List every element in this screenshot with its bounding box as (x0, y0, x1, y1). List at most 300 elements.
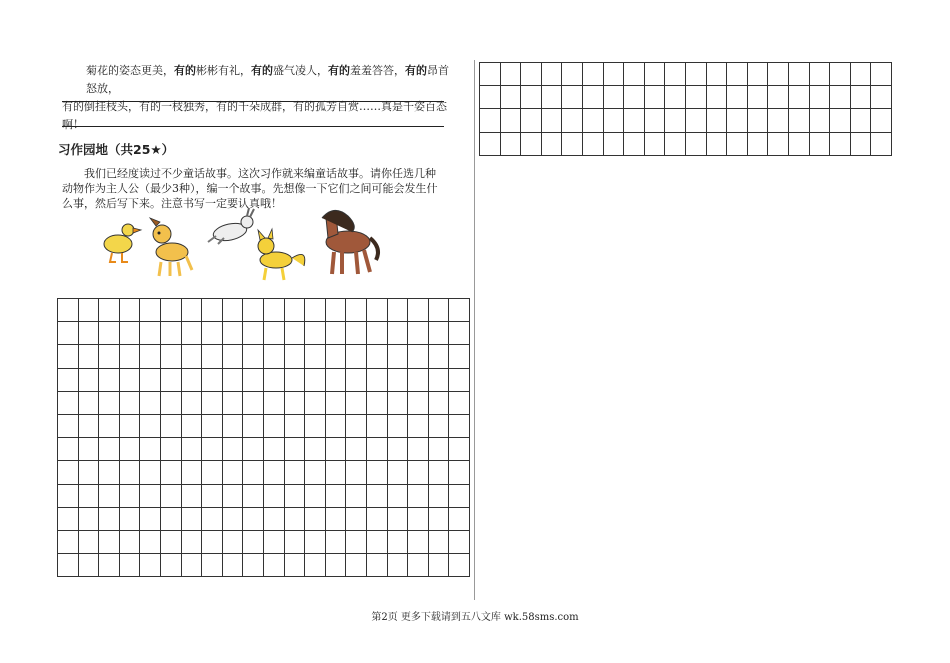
writing-grid-cell[interactable] (140, 415, 161, 438)
writing-grid-cell[interactable] (408, 299, 429, 322)
writing-grid-cell[interactable] (624, 109, 645, 132)
writing-grid-cell[interactable] (223, 392, 244, 415)
writing-grid-cell[interactable] (346, 415, 367, 438)
writing-grid-cell[interactable] (449, 554, 470, 577)
writing-grid-cell[interactable] (851, 63, 872, 86)
writing-grid-cell[interactable] (789, 63, 810, 86)
writing-grid-cell[interactable] (79, 345, 100, 368)
writing-grid-cell[interactable] (521, 109, 542, 132)
writing-grid-cell[interactable] (243, 369, 264, 392)
writing-grid-cell[interactable] (624, 63, 645, 86)
writing-grid-cell[interactable] (182, 461, 203, 484)
writing-grid-cell[interactable] (326, 508, 347, 531)
writing-grid-cell[interactable] (429, 531, 450, 554)
writing-grid-cell[interactable] (264, 415, 285, 438)
writing-grid-cell[interactable] (182, 485, 203, 508)
writing-grid-cell[interactable] (120, 345, 141, 368)
writing-grid-cell[interactable] (326, 438, 347, 461)
writing-grid-cell[interactable] (285, 508, 306, 531)
writing-grid-cell[interactable] (120, 299, 141, 322)
writing-grid-cell[interactable] (223, 554, 244, 577)
writing-grid-cell[interactable] (367, 438, 388, 461)
writing-grid-cell[interactable] (768, 109, 789, 132)
writing-grid-cell[interactable] (305, 508, 326, 531)
writing-grid-cell[interactable] (99, 299, 120, 322)
writing-grid-cell[interactable] (449, 531, 470, 554)
writing-grid-cell[interactable] (624, 133, 645, 156)
writing-grid-cell[interactable] (346, 369, 367, 392)
writing-grid-cell[interactable] (79, 299, 100, 322)
writing-grid-cell[interactable] (326, 415, 347, 438)
writing-grid-cell[interactable] (223, 345, 244, 368)
writing-grid-cell[interactable] (449, 392, 470, 415)
writing-grid-cell[interactable] (161, 438, 182, 461)
writing-grid-cell[interactable] (58, 438, 79, 461)
writing-grid-cell[interactable] (665, 133, 686, 156)
writing-grid-cell[interactable] (408, 531, 429, 554)
writing-grid-cell[interactable] (388, 508, 409, 531)
writing-grid-cell[interactable] (140, 322, 161, 345)
writing-grid-cell[interactable] (140, 299, 161, 322)
writing-grid-cell[interactable] (140, 485, 161, 508)
writing-grid-cell[interactable] (161, 369, 182, 392)
writing-grid-cell[interactable] (583, 109, 604, 132)
writing-grid-cell[interactable] (388, 322, 409, 345)
writing-grid-cell[interactable] (326, 345, 347, 368)
answer-line-2[interactable] (62, 126, 444, 127)
writing-grid-cell[interactable] (810, 86, 831, 109)
writing-grid-cell[interactable] (562, 86, 583, 109)
writing-grid-cell[interactable] (604, 63, 625, 86)
writing-grid-cell[interactable] (99, 485, 120, 508)
writing-grid-cell[interactable] (223, 322, 244, 345)
writing-grid-cell[interactable] (99, 415, 120, 438)
writing-grid-cell[interactable] (305, 392, 326, 415)
writing-grid-cell[interactable] (120, 485, 141, 508)
writing-grid-cell[interactable] (120, 322, 141, 345)
writing-grid-cell[interactable] (810, 109, 831, 132)
writing-grid-cell[interactable] (748, 86, 769, 109)
writing-grid-cell[interactable] (408, 415, 429, 438)
writing-grid-cell[interactable] (223, 299, 244, 322)
writing-grid-cell[interactable] (367, 531, 388, 554)
writing-grid-cell[interactable] (449, 369, 470, 392)
writing-grid-cell[interactable] (305, 299, 326, 322)
writing-grid-cell[interactable] (408, 485, 429, 508)
writing-grid-cell[interactable] (223, 461, 244, 484)
writing-grid-cell[interactable] (305, 415, 326, 438)
writing-grid-cell[interactable] (367, 322, 388, 345)
writing-grid-cell[interactable] (58, 369, 79, 392)
writing-grid-cell[interactable] (583, 63, 604, 86)
writing-grid-cell[interactable] (346, 322, 367, 345)
writing-grid-cell[interactable] (243, 531, 264, 554)
writing-grid-cell[interactable] (449, 345, 470, 368)
writing-grid-cell[interactable] (182, 415, 203, 438)
writing-grid-cell[interactable] (830, 133, 851, 156)
writing-grid-cell[interactable] (99, 531, 120, 554)
writing-grid-cell[interactable] (264, 322, 285, 345)
writing-grid-cell[interactable] (264, 531, 285, 554)
writing-grid-cell[interactable] (285, 554, 306, 577)
writing-grid-cell[interactable] (851, 109, 872, 132)
writing-grid-cell[interactable] (264, 392, 285, 415)
writing-grid-cell[interactable] (243, 485, 264, 508)
writing-grid-cell[interactable] (429, 554, 450, 577)
writing-grid-cell[interactable] (604, 109, 625, 132)
writing-grid-cell[interactable] (202, 508, 223, 531)
writing-grid-cell[interactable] (285, 485, 306, 508)
writing-grid-cell[interactable] (58, 461, 79, 484)
writing-grid-cell[interactable] (346, 461, 367, 484)
writing-grid-cell[interactable] (727, 133, 748, 156)
writing-grid-cell[interactable] (161, 345, 182, 368)
writing-grid-cell[interactable] (388, 299, 409, 322)
writing-grid-cell[interactable] (449, 485, 470, 508)
writing-grid-cell[interactable] (480, 109, 501, 132)
writing-grid-cell[interactable] (202, 369, 223, 392)
writing-grid-cell[interactable] (202, 531, 223, 554)
writing-grid-cell[interactable] (305, 345, 326, 368)
writing-grid-cell[interactable] (686, 133, 707, 156)
writing-grid-cell[interactable] (346, 508, 367, 531)
writing-grid-cell[interactable] (429, 369, 450, 392)
writing-grid-cell[interactable] (562, 109, 583, 132)
writing-grid-cell[interactable] (120, 415, 141, 438)
writing-grid-cell[interactable] (326, 531, 347, 554)
writing-grid-cell[interactable] (223, 508, 244, 531)
writing-grid-cell[interactable] (285, 299, 306, 322)
writing-grid-cell[interactable] (79, 508, 100, 531)
writing-grid-cell[interactable] (305, 322, 326, 345)
writing-grid-cell[interactable] (140, 554, 161, 577)
writing-grid-cell[interactable] (182, 438, 203, 461)
writing-grid-cell[interactable] (830, 109, 851, 132)
writing-grid-cell[interactable] (429, 485, 450, 508)
writing-grid-cell[interactable] (202, 415, 223, 438)
writing-grid-cell[interactable] (871, 86, 892, 109)
writing-grid-cell[interactable] (264, 508, 285, 531)
writing-grid-cell[interactable] (604, 86, 625, 109)
writing-grid-left[interactable] (57, 298, 470, 577)
writing-grid-cell[interactable] (140, 369, 161, 392)
writing-grid-cell[interactable] (388, 369, 409, 392)
writing-grid-cell[interactable] (285, 369, 306, 392)
writing-grid-cell[interactable] (429, 392, 450, 415)
writing-grid-cell[interactable] (604, 133, 625, 156)
writing-grid-cell[interactable] (367, 392, 388, 415)
writing-grid-cell[interactable] (480, 86, 501, 109)
writing-grid-cell[interactable] (120, 508, 141, 531)
writing-grid-cell[interactable] (243, 299, 264, 322)
writing-grid-cell[interactable] (768, 86, 789, 109)
writing-grid-cell[interactable] (665, 63, 686, 86)
writing-grid-cell[interactable] (501, 86, 522, 109)
writing-grid-cell[interactable] (264, 345, 285, 368)
writing-grid-cell[interactable] (789, 133, 810, 156)
writing-grid-cell[interactable] (202, 438, 223, 461)
writing-grid-cell[interactable] (748, 109, 769, 132)
writing-grid-cell[interactable] (624, 86, 645, 109)
writing-grid-cell[interactable] (223, 531, 244, 554)
writing-grid-cell[interactable] (140, 345, 161, 368)
writing-grid-cell[interactable] (120, 461, 141, 484)
writing-grid-cell[interactable] (707, 86, 728, 109)
writing-grid-cell[interactable] (285, 531, 306, 554)
writing-grid-cell[interactable] (367, 369, 388, 392)
writing-grid-cell[interactable] (223, 415, 244, 438)
writing-grid-cell[interactable] (79, 392, 100, 415)
writing-grid-cell[interactable] (99, 438, 120, 461)
writing-grid-cell[interactable] (202, 485, 223, 508)
writing-grid-cell[interactable] (285, 415, 306, 438)
writing-grid-cell[interactable] (408, 461, 429, 484)
writing-grid-cell[interactable] (346, 531, 367, 554)
writing-grid-cell[interactable] (326, 554, 347, 577)
writing-grid-cell[interactable] (645, 86, 666, 109)
writing-grid-cell[interactable] (346, 392, 367, 415)
writing-grid-cell[interactable] (243, 508, 264, 531)
writing-grid-cell[interactable] (140, 438, 161, 461)
writing-grid-cell[interactable] (830, 63, 851, 86)
writing-grid-cell[interactable] (161, 554, 182, 577)
writing-grid-cell[interactable] (521, 63, 542, 86)
writing-grid-cell[interactable] (58, 345, 79, 368)
writing-grid-cell[interactable] (562, 63, 583, 86)
writing-grid-cell[interactable] (748, 133, 769, 156)
writing-grid-cell[interactable] (408, 438, 429, 461)
writing-grid-cell[interactable] (367, 461, 388, 484)
writing-grid-cell[interactable] (665, 86, 686, 109)
writing-grid-cell[interactable] (367, 345, 388, 368)
writing-grid-cell[interactable] (305, 554, 326, 577)
writing-grid-cell[interactable] (305, 369, 326, 392)
writing-grid-cell[interactable] (388, 461, 409, 484)
writing-grid-cell[interactable] (161, 415, 182, 438)
writing-grid-cell[interactable] (388, 415, 409, 438)
writing-grid-cell[interactable] (243, 392, 264, 415)
writing-grid-cell[interactable] (223, 485, 244, 508)
writing-grid-cell[interactable] (645, 133, 666, 156)
writing-grid-cell[interactable] (120, 531, 141, 554)
writing-grid-cell[interactable] (161, 461, 182, 484)
writing-grid-cell[interactable] (501, 109, 522, 132)
writing-grid-cell[interactable] (346, 299, 367, 322)
writing-grid-cell[interactable] (120, 438, 141, 461)
writing-grid-cell[interactable] (727, 109, 748, 132)
writing-grid-cell[interactable] (326, 392, 347, 415)
writing-grid-cell[interactable] (542, 63, 563, 86)
writing-grid-cell[interactable] (285, 438, 306, 461)
writing-grid-cell[interactable] (686, 63, 707, 86)
writing-grid-cell[interactable] (58, 322, 79, 345)
writing-grid-cell[interactable] (285, 392, 306, 415)
answer-line-1[interactable] (62, 101, 444, 102)
writing-grid-cell[interactable] (223, 369, 244, 392)
writing-grid-cell[interactable] (789, 109, 810, 132)
writing-grid-cell[interactable] (79, 369, 100, 392)
writing-grid-cell[interactable] (182, 322, 203, 345)
writing-grid-cell[interactable] (305, 438, 326, 461)
writing-grid-cell[interactable] (388, 554, 409, 577)
writing-grid-cell[interactable] (686, 109, 707, 132)
writing-grid-cell[interactable] (264, 369, 285, 392)
writing-grid-cell[interactable] (202, 392, 223, 415)
writing-grid-cell[interactable] (388, 438, 409, 461)
writing-grid-cell[interactable] (120, 369, 141, 392)
writing-grid-cell[interactable] (665, 109, 686, 132)
writing-grid-cell[interactable] (388, 531, 409, 554)
writing-grid-cell[interactable] (140, 531, 161, 554)
writing-grid-cell[interactable] (243, 322, 264, 345)
writing-grid-cell[interactable] (346, 485, 367, 508)
writing-grid-cell[interactable] (99, 461, 120, 484)
writing-grid-cell[interactable] (182, 299, 203, 322)
writing-grid-cell[interactable] (140, 508, 161, 531)
writing-grid-cell[interactable] (429, 508, 450, 531)
writing-grid-cell[interactable] (58, 392, 79, 415)
writing-grid-cell[interactable] (408, 345, 429, 368)
writing-grid-cell[interactable] (346, 438, 367, 461)
writing-grid-cell[interactable] (243, 438, 264, 461)
writing-grid-cell[interactable] (326, 369, 347, 392)
writing-grid-cell[interactable] (449, 461, 470, 484)
writing-grid-cell[interactable] (140, 392, 161, 415)
writing-grid-cell[interactable] (99, 322, 120, 345)
writing-grid-cell[interactable] (727, 63, 748, 86)
writing-grid-cell[interactable] (727, 86, 748, 109)
writing-grid-cell[interactable] (871, 133, 892, 156)
writing-grid-cell[interactable] (58, 485, 79, 508)
writing-grid-cell[interactable] (161, 392, 182, 415)
writing-grid-cell[interactable] (99, 345, 120, 368)
writing-grid-cell[interactable] (161, 508, 182, 531)
writing-grid-cell[interactable] (161, 322, 182, 345)
writing-grid-cell[interactable] (480, 133, 501, 156)
writing-grid-cell[interactable] (830, 86, 851, 109)
writing-grid-cell[interactable] (79, 438, 100, 461)
writing-grid-cell[interactable] (449, 508, 470, 531)
writing-grid-cell[interactable] (305, 485, 326, 508)
writing-grid-cell[interactable] (583, 86, 604, 109)
writing-grid-cell[interactable] (367, 554, 388, 577)
writing-grid-cell[interactable] (99, 554, 120, 577)
writing-grid-cell[interactable] (388, 485, 409, 508)
writing-grid-cell[interactable] (768, 133, 789, 156)
writing-grid-cell[interactable] (501, 133, 522, 156)
writing-grid-cell[interactable] (243, 415, 264, 438)
writing-grid-cell[interactable] (120, 392, 141, 415)
writing-grid-cell[interactable] (202, 554, 223, 577)
writing-grid-cell[interactable] (346, 554, 367, 577)
writing-grid-cell[interactable] (871, 109, 892, 132)
writing-grid-cell[interactable] (645, 63, 666, 86)
writing-grid-cell[interactable] (521, 133, 542, 156)
writing-grid-cell[interactable] (264, 438, 285, 461)
writing-grid-cell[interactable] (851, 86, 872, 109)
writing-grid-cell[interactable] (99, 508, 120, 531)
writing-grid-cell[interactable] (645, 109, 666, 132)
writing-grid-cell[interactable] (521, 86, 542, 109)
writing-grid-cell[interactable] (326, 299, 347, 322)
writing-grid-cell[interactable] (264, 299, 285, 322)
writing-grid-cell[interactable] (264, 461, 285, 484)
writing-grid-cell[interactable] (326, 485, 347, 508)
writing-grid-cell[interactable] (789, 86, 810, 109)
writing-grid-cell[interactable] (542, 86, 563, 109)
writing-grid-cell[interactable] (161, 299, 182, 322)
writing-grid-cell[interactable] (542, 109, 563, 132)
writing-grid-cell[interactable] (99, 392, 120, 415)
writing-grid-cell[interactable] (583, 133, 604, 156)
writing-grid-cell[interactable] (58, 554, 79, 577)
writing-grid-cell[interactable] (202, 322, 223, 345)
writing-grid-cell[interactable] (346, 345, 367, 368)
writing-grid-cell[interactable] (79, 461, 100, 484)
writing-grid-cell[interactable] (871, 63, 892, 86)
writing-grid-cell[interactable] (768, 63, 789, 86)
writing-grid-cell[interactable] (408, 392, 429, 415)
writing-grid-cell[interactable] (707, 133, 728, 156)
writing-grid-cell[interactable] (285, 461, 306, 484)
writing-grid-cell[interactable] (99, 369, 120, 392)
writing-grid-cell[interactable] (851, 133, 872, 156)
writing-grid-cell[interactable] (449, 438, 470, 461)
writing-grid-cell[interactable] (408, 369, 429, 392)
writing-grid-cell[interactable] (58, 299, 79, 322)
writing-grid-cell[interactable] (367, 508, 388, 531)
writing-grid-cell[interactable] (408, 322, 429, 345)
writing-grid-cell[interactable] (161, 531, 182, 554)
writing-grid-cell[interactable] (562, 133, 583, 156)
writing-grid-cell[interactable] (285, 322, 306, 345)
writing-grid-cell[interactable] (243, 345, 264, 368)
writing-grid-cell[interactable] (748, 63, 769, 86)
writing-grid-cell[interactable] (243, 461, 264, 484)
writing-grid-right[interactable] (479, 62, 892, 156)
writing-grid-cell[interactable] (449, 322, 470, 345)
writing-grid-cell[interactable] (223, 438, 244, 461)
writing-grid-cell[interactable] (305, 461, 326, 484)
writing-grid-cell[interactable] (449, 299, 470, 322)
writing-grid-cell[interactable] (202, 461, 223, 484)
writing-grid-cell[interactable] (182, 369, 203, 392)
writing-grid-cell[interactable] (264, 554, 285, 577)
writing-grid-cell[interactable] (285, 345, 306, 368)
writing-grid-cell[interactable] (367, 299, 388, 322)
writing-grid-cell[interactable] (182, 554, 203, 577)
writing-grid-cell[interactable] (429, 415, 450, 438)
writing-grid-cell[interactable] (408, 508, 429, 531)
writing-grid-cell[interactable] (810, 133, 831, 156)
writing-grid-cell[interactable] (243, 554, 264, 577)
writing-grid-cell[interactable] (810, 63, 831, 86)
writing-grid-cell[interactable] (58, 415, 79, 438)
writing-grid-cell[interactable] (367, 485, 388, 508)
writing-grid-cell[interactable] (686, 86, 707, 109)
writing-grid-cell[interactable] (480, 63, 501, 86)
writing-grid-cell[interactable] (140, 461, 161, 484)
writing-grid-cell[interactable] (707, 63, 728, 86)
writing-grid-cell[interactable] (305, 531, 326, 554)
writing-grid-cell[interactable] (542, 133, 563, 156)
writing-grid-cell[interactable] (326, 461, 347, 484)
writing-grid-cell[interactable] (182, 531, 203, 554)
writing-grid-cell[interactable] (429, 299, 450, 322)
writing-grid-cell[interactable] (429, 461, 450, 484)
writing-grid-cell[interactable] (429, 322, 450, 345)
writing-grid-cell[interactable] (58, 508, 79, 531)
